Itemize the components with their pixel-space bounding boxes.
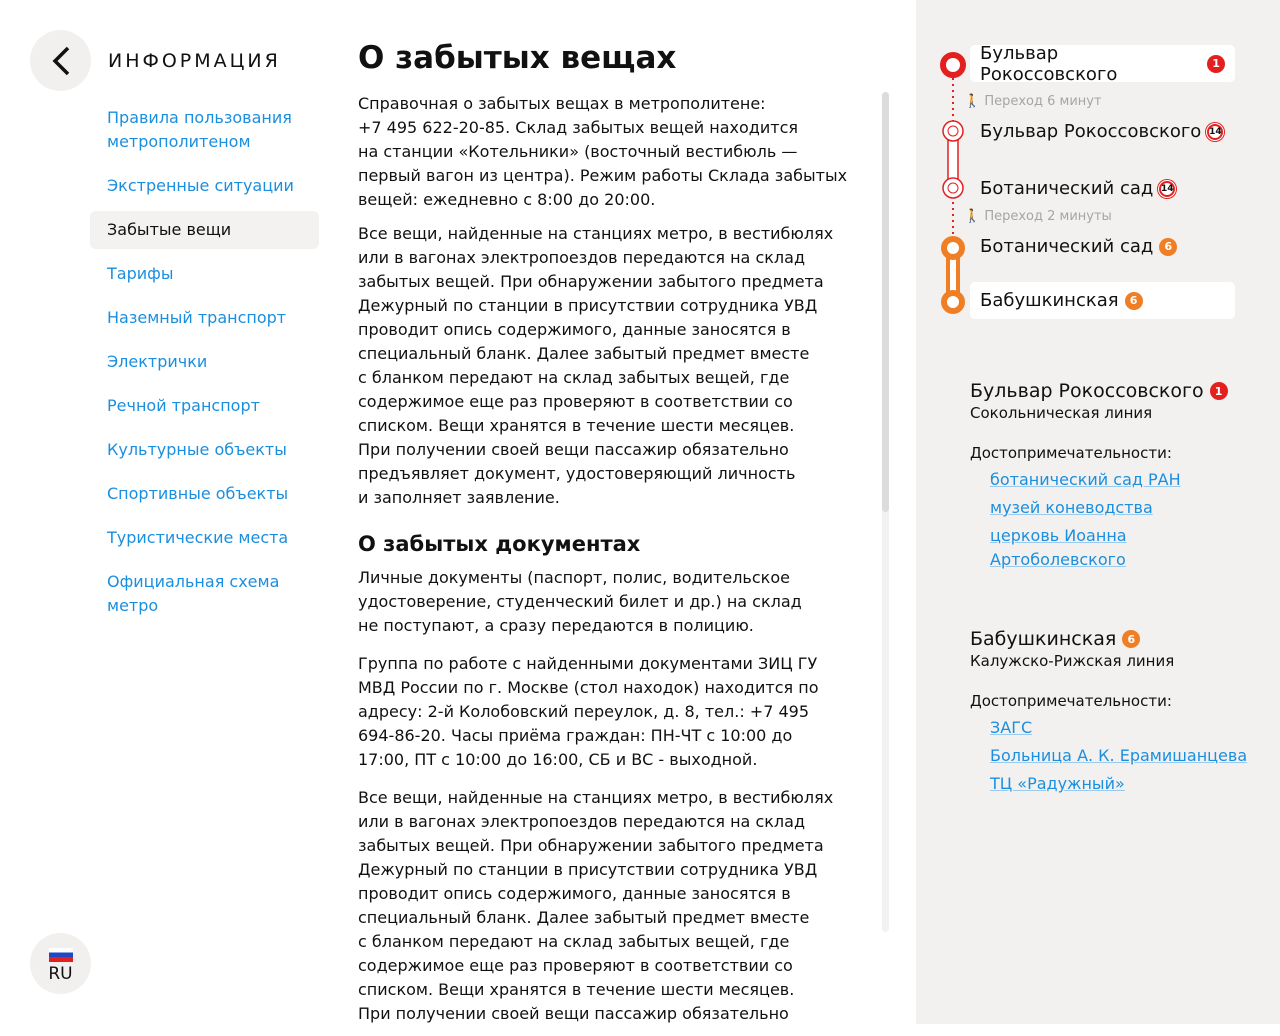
nav-item-sports[interactable]: Спортивные объекты bbox=[107, 484, 289, 503]
paragraph: Личные документы (паспорт, полис, водительское удостоверение, студенческий билет и др.) на склад не поступают, а сразу передаются в полицию. bbox=[358, 568, 802, 635]
nav-item-trains[interactable]: Электрички bbox=[107, 352, 208, 371]
route-station[interactable] bbox=[970, 170, 1235, 207]
station-info bbox=[970, 628, 1250, 800]
page-title: О забытых вещах bbox=[358, 40, 677, 76]
nav-item-emergency[interactable]: Экстренные ситуации bbox=[107, 176, 294, 195]
article bbox=[358, 40, 858, 1036]
transfer-text: Переход 2 минуты bbox=[984, 209, 1112, 224]
nav-item-metro-map[interactable]: Официальная схема метро bbox=[107, 572, 280, 615]
nav-item-tourism[interactable]: Туристические места bbox=[107, 528, 289, 547]
station-name: Бульвар Рокоссовского bbox=[980, 121, 1202, 142]
nav-item-tariffs[interactable]: Тарифы bbox=[107, 264, 174, 283]
station-name: Бульвар Рокоссовского bbox=[970, 380, 1204, 402]
line-badge: 1 bbox=[1207, 55, 1225, 73]
scrollbar-thumb[interactable] bbox=[882, 92, 889, 512]
transfer-note: 🚶 Переход 2 минуты bbox=[964, 209, 1112, 224]
line-badge: 6 bbox=[1125, 292, 1143, 310]
station-name: Бульвар Рокоссовского bbox=[980, 42, 1118, 85]
sight-link[interactable]: ботанический сад РАН bbox=[990, 470, 1181, 489]
route-station[interactable] bbox=[970, 282, 1235, 319]
sight-link[interactable]: ЗАГС bbox=[990, 718, 1033, 737]
route-panel bbox=[916, 0, 1280, 1024]
section-heading: О забытых документах bbox=[358, 532, 641, 556]
station-name: Ботанический сад bbox=[980, 236, 1154, 257]
station-info bbox=[970, 380, 1250, 576]
line-badge: 14 bbox=[1159, 181, 1175, 197]
russia-flag-icon bbox=[49, 948, 73, 962]
nav-item-lost-items[interactable]: Забытые вещи bbox=[90, 211, 319, 249]
sidebar-nav bbox=[90, 106, 319, 638]
station-name: Бабушкинская bbox=[980, 290, 1119, 311]
line-badge: 14 bbox=[1207, 124, 1223, 140]
sights-label: Достопримечательности: bbox=[970, 692, 1172, 710]
sight-link[interactable]: Больница А. К. Ерамишанцева bbox=[990, 746, 1248, 765]
sight-link[interactable]: музей коневодства bbox=[990, 498, 1153, 517]
line-badge: 6 bbox=[1122, 630, 1140, 648]
line-name: Калужско-Рижская линия bbox=[970, 652, 1175, 670]
sight-link[interactable]: ТЦ «Радужный» bbox=[990, 774, 1125, 793]
station-name: Бабушкинская bbox=[970, 628, 1117, 650]
nav-item-river-transport[interactable]: Речной транспорт bbox=[107, 396, 260, 415]
sight-link[interactable]: церковь Иоанна Артоболевского bbox=[990, 526, 1127, 569]
paragraph: Все вещи, найденные на станциях метро, в вестибюлях или в вагонах электропоездов передаются на склад забытых вещей. При обнаружении забытого предмета Дежурный по станции в присутствии сотрудника УВД проводит опись содержимого, данные заносятся в специальный бланк. Далее забытый предмет вместе с бланком передают на склад забытых вещей, где содержимое еще раз проверяют в соответствии со списком. Вещи хранятся в течение шести месяцев. При получении своей вещи пассажир обязательно bbox=[358, 788, 834, 1023]
transfer-note: 🚶 Переход 6 минут bbox=[964, 94, 1102, 109]
station-name: Ботанический сад bbox=[980, 178, 1154, 199]
language-button[interactable] bbox=[30, 933, 91, 994]
route-station[interactable] bbox=[970, 228, 1235, 265]
nav-item-culture[interactable]: Культурные объекты bbox=[107, 440, 287, 459]
transfer-text: Переход 6 минут bbox=[984, 94, 1102, 109]
paragraph: Справочная о забытых вещах в метрополитене: +7 495 622-20-85. Склад забытых вещей находится на станции «Котельники» (восточный вестибюль — первый вагон из центра). Режим работы Склада забытых вещей: ежедневно с 8:00 до 20:00. bbox=[358, 94, 848, 209]
route-station[interactable] bbox=[970, 42, 1235, 85]
nav-item-ground-transport[interactable]: Наземный транспорт bbox=[107, 308, 287, 327]
route-station[interactable] bbox=[970, 113, 1235, 150]
line-name: Сокольническая линия bbox=[970, 404, 1153, 422]
chevron-left-icon bbox=[49, 45, 73, 77]
line-badge: 6 bbox=[1159, 238, 1177, 256]
sights-label: Достопримечательности: bbox=[970, 444, 1172, 462]
section-title: ИНФОРМАЦИЯ bbox=[108, 50, 281, 72]
language-label: RU bbox=[48, 964, 73, 984]
line-badge: 1 bbox=[1210, 382, 1228, 400]
paragraph: Все вещи, найденные на станциях метро, в вестибюлях или в вагонах электропоездов передаются на склад забытых вещей. При обнаружении забытого предмета Дежурный по станции в присутствии сотрудника УВД проводит опись содержимого, данные заносятся в специальный бланк. Далее забытый предмет вместе с бланком передают на склад забытых вещей, где содержимое еще раз проверяют в соответствии со списком. Вещи хранятся в течение шести месяцев. При получении своей вещи пассажир обязательно предъявляет документ, удостоверяющий личность и заполняет заявление. bbox=[358, 224, 834, 507]
paragraph: Группа по работе с найденными документами ЗИЦ ГУ МВД России по г. Москве (стол находок) находится по адресу: 2-й Колобовский переулок, д. 8, тел.: +7 495 694-86-20. Часы приёма граждан: ПН-ЧТ с 10:00 до 17:00, ПТ с 10:00 до 16:00, СБ и ВС - выходной. bbox=[358, 654, 819, 769]
back-button[interactable] bbox=[30, 30, 91, 91]
scrollbar[interactable] bbox=[882, 92, 889, 932]
nav-item-rules[interactable]: Правила пользования метрополитеном bbox=[107, 108, 292, 151]
